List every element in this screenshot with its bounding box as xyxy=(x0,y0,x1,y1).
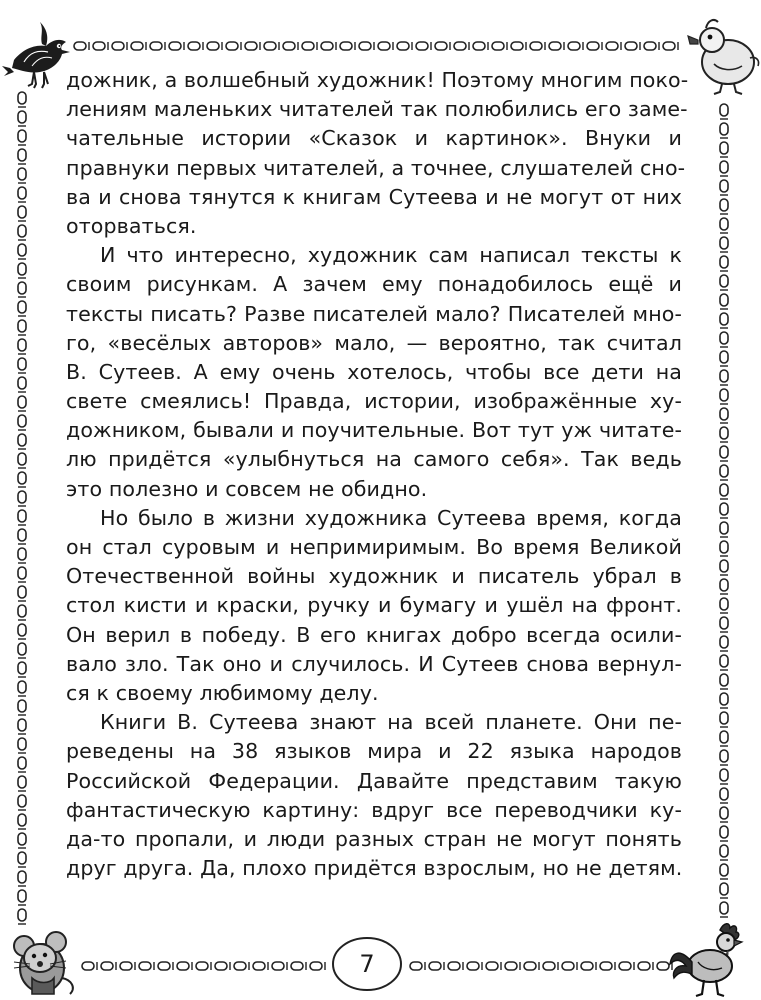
chain-link xyxy=(18,111,26,126)
chain-link xyxy=(18,890,26,905)
text-line: реведены на 38 языков мира и 22 языка народов xyxy=(66,739,682,764)
chain-link xyxy=(283,42,298,50)
chain-link xyxy=(720,465,728,480)
chain-link xyxy=(18,225,26,240)
crow-icon xyxy=(2,22,70,88)
chain-link xyxy=(291,962,306,970)
text-line: Но было в жизни художника Сутеева время, когда xyxy=(100,505,682,530)
chain-link xyxy=(131,42,146,50)
chain-link xyxy=(18,567,26,582)
chain-link xyxy=(18,757,26,772)
chain-link xyxy=(720,256,728,271)
text-line: Российской Федерации. Давайте представим такую xyxy=(66,768,682,793)
chain-link xyxy=(158,962,173,970)
chain-link xyxy=(18,738,26,753)
paragraph xyxy=(66,708,682,883)
chain-link xyxy=(416,42,431,50)
page-number: 7 xyxy=(359,950,375,978)
chain-link xyxy=(492,42,507,50)
chain-link xyxy=(720,845,728,860)
chain-link xyxy=(264,42,279,50)
chain-link xyxy=(720,807,728,822)
chain-link xyxy=(18,396,26,411)
chain-link xyxy=(410,962,425,970)
text-line: оторваться. xyxy=(66,213,197,238)
chain-link xyxy=(18,415,26,430)
chain-link xyxy=(272,962,287,970)
chain-link xyxy=(18,168,26,183)
chain-link xyxy=(18,434,26,449)
left-border-chain xyxy=(18,92,26,924)
chain-link xyxy=(720,275,728,290)
chain-link xyxy=(720,199,728,214)
text-line: дожник, а волшебный художник! Поэтому многим поко- xyxy=(66,68,689,92)
chain-link xyxy=(720,902,728,917)
chain-link xyxy=(18,358,26,373)
chain-link xyxy=(188,42,203,50)
text-line: вало зло. Так оно и случилось. И Сутеев снова вернул- xyxy=(66,651,682,676)
chain-link xyxy=(18,206,26,221)
chain-link xyxy=(435,42,450,50)
text-line: стол кисти и краски, ручку и бумагу и ушёл на фронт. xyxy=(66,593,682,618)
chain-link xyxy=(720,883,728,898)
chain-link xyxy=(581,962,596,970)
chain-link xyxy=(720,769,728,784)
chain-link xyxy=(467,962,482,970)
chain-link xyxy=(196,962,211,970)
chain-link xyxy=(663,42,678,50)
chain-link xyxy=(18,548,26,563)
chain-link xyxy=(18,301,26,316)
chain-link xyxy=(253,962,268,970)
chain-link xyxy=(720,332,728,347)
chain-link xyxy=(720,712,728,727)
chain-link xyxy=(720,237,728,252)
text-line: правнуки первых читателей, а точнее, слушателей сно- xyxy=(66,155,686,180)
chain-link xyxy=(359,42,374,50)
text-line: да-то пропали, и люди разных стран не могут понять xyxy=(66,826,682,851)
chain-link xyxy=(720,389,728,404)
top-border-chain xyxy=(74,42,678,50)
chain-link xyxy=(720,579,728,594)
chain-link xyxy=(720,142,728,157)
chain-link xyxy=(18,852,26,867)
chain-link xyxy=(720,617,728,632)
chain-link xyxy=(18,662,26,677)
chain-link xyxy=(524,962,539,970)
chain-link xyxy=(720,826,728,841)
text-line: это полезно и совсем не обидно. xyxy=(66,476,428,501)
text-line: го, «весёлых авторов» мало, — вероятно, так считал xyxy=(66,330,682,355)
chain-link xyxy=(18,510,26,525)
chain-link xyxy=(448,962,463,970)
chain-link xyxy=(18,833,26,848)
chain-link xyxy=(644,42,659,50)
chain-link xyxy=(18,624,26,639)
chain-link xyxy=(720,218,728,233)
text-line: фантастическую картину: вдруг все переводчики ку- xyxy=(66,797,682,822)
chain-link xyxy=(18,871,26,886)
chain-link xyxy=(720,750,728,765)
chain-link xyxy=(226,42,241,50)
chain-link xyxy=(720,484,728,499)
chain-link xyxy=(18,472,26,487)
chain-link xyxy=(18,700,26,715)
paragraph xyxy=(66,66,689,241)
chain-link xyxy=(169,42,184,50)
chain-link xyxy=(150,42,165,50)
page-body-text xyxy=(66,66,689,883)
chain-link xyxy=(397,42,412,50)
text-line: он стал суровым и непримиримым. Во время Великой xyxy=(66,535,682,559)
text-line: В. Сутеев. А ему очень хотелось, чтобы все дети на xyxy=(66,359,682,384)
chain-link xyxy=(638,962,653,970)
chain-link xyxy=(720,731,728,746)
chain-link xyxy=(18,320,26,335)
chain-link xyxy=(720,522,728,537)
chain-link xyxy=(720,864,728,879)
chain-link xyxy=(18,814,26,829)
chain-link xyxy=(82,962,97,970)
chain-link xyxy=(18,187,26,202)
chain-link xyxy=(543,962,558,970)
chain-link xyxy=(18,909,26,924)
text-line: лю придётся «улыбнуться на самого себя». Так ведь xyxy=(66,447,682,472)
chain-link xyxy=(562,962,577,970)
chain-link xyxy=(177,962,192,970)
rooster-icon xyxy=(670,924,742,996)
chain-link xyxy=(18,130,26,145)
chain-link xyxy=(720,370,728,385)
chain-link xyxy=(720,161,728,176)
chain-link xyxy=(234,962,249,970)
chain-link xyxy=(74,42,89,50)
chain-link xyxy=(18,263,26,278)
mouse-icon xyxy=(14,932,73,994)
chain-link xyxy=(245,42,260,50)
chain-link xyxy=(606,42,621,50)
chain-link xyxy=(720,503,728,518)
chain-link xyxy=(720,598,728,613)
chain-link xyxy=(112,42,127,50)
chain-link xyxy=(207,42,222,50)
chain-link xyxy=(310,962,325,970)
text-line: ва и снова тянутся к книгам Сутеева и не могут от них xyxy=(66,184,682,209)
chain-link xyxy=(215,962,230,970)
chain-link xyxy=(120,962,135,970)
chain-link xyxy=(454,42,469,50)
chain-link xyxy=(720,541,728,556)
chain-link xyxy=(600,962,615,970)
chain-link xyxy=(720,560,728,575)
chain-link xyxy=(18,339,26,354)
chain-link xyxy=(619,962,634,970)
chain-link xyxy=(18,681,26,696)
paragraph xyxy=(66,241,682,504)
chain-link xyxy=(720,294,728,309)
chain-link xyxy=(18,149,26,164)
chain-link xyxy=(18,377,26,392)
chain-link xyxy=(18,605,26,620)
chain-link xyxy=(720,427,728,442)
text-line: дожником, бывали и поучительные. Вот тут уж читате- xyxy=(66,418,682,443)
text-line: друг друга. Да, плохо придётся взрослым, но не детям. xyxy=(66,856,683,881)
text-line: свете смеялись! Правда, истории, изображённые ху- xyxy=(66,389,682,414)
bottom-border-chain-left xyxy=(82,962,325,970)
chain-link xyxy=(101,962,116,970)
chain-link xyxy=(18,491,26,506)
text-line: тексты писать? Разве писателей мало? Писателей мно- xyxy=(66,301,682,326)
chain-link xyxy=(720,788,728,803)
chain-link xyxy=(18,529,26,544)
paragraph xyxy=(66,504,682,708)
chain-link xyxy=(429,962,444,970)
chain-link xyxy=(720,636,728,651)
text-line: чательные истории «Сказок и картинок». Внуки и xyxy=(66,126,682,151)
duckling-icon xyxy=(688,20,759,94)
chain-link xyxy=(568,42,583,50)
chain-link xyxy=(720,408,728,423)
chain-link xyxy=(549,42,564,50)
text-line: Книги В. Сутеева знают на всей планете. Они пе- xyxy=(100,710,682,735)
chain-link xyxy=(720,351,728,366)
chain-link xyxy=(720,674,728,689)
chain-link xyxy=(486,962,501,970)
text-line: И что интересно, художник сам написал тексты к xyxy=(100,243,682,268)
chain-link xyxy=(18,776,26,791)
chain-link xyxy=(511,42,526,50)
chain-link xyxy=(720,446,728,461)
chain-link xyxy=(18,244,26,259)
text-line: Он верил в победу. В его книгах добро всегда осили- xyxy=(66,622,682,647)
chain-link xyxy=(321,42,336,50)
chain-link xyxy=(720,655,728,670)
chain-link xyxy=(340,42,355,50)
chain-link xyxy=(625,42,640,50)
chain-link xyxy=(302,42,317,50)
chain-link xyxy=(505,962,520,970)
chain-link xyxy=(720,104,728,119)
chain-link xyxy=(18,586,26,601)
chain-link xyxy=(378,42,393,50)
chain-link xyxy=(720,693,728,708)
text-line: Отечественной войны художник и писатель убрал в xyxy=(66,564,682,589)
chain-link xyxy=(587,42,602,50)
right-border-chain xyxy=(720,104,728,917)
text-line: лениям маленьких читателей так полюбились его заме- xyxy=(66,97,688,122)
chain-link xyxy=(18,92,26,107)
chain-link xyxy=(473,42,488,50)
chain-link xyxy=(720,313,728,328)
chain-link xyxy=(18,282,26,297)
chain-link xyxy=(18,453,26,468)
chain-link xyxy=(18,795,26,810)
chain-link xyxy=(530,42,545,50)
bottom-border-chain-right xyxy=(410,962,672,970)
text-line: ся к своему любимому делу. xyxy=(66,680,379,705)
chain-link xyxy=(720,180,728,195)
chain-link xyxy=(93,42,108,50)
chain-link xyxy=(18,719,26,734)
chain-link xyxy=(720,123,728,138)
chain-link xyxy=(139,962,154,970)
text-line: своим рисункам. А зачем ему понадобилось ещё и xyxy=(66,272,682,297)
chain-link xyxy=(18,643,26,658)
